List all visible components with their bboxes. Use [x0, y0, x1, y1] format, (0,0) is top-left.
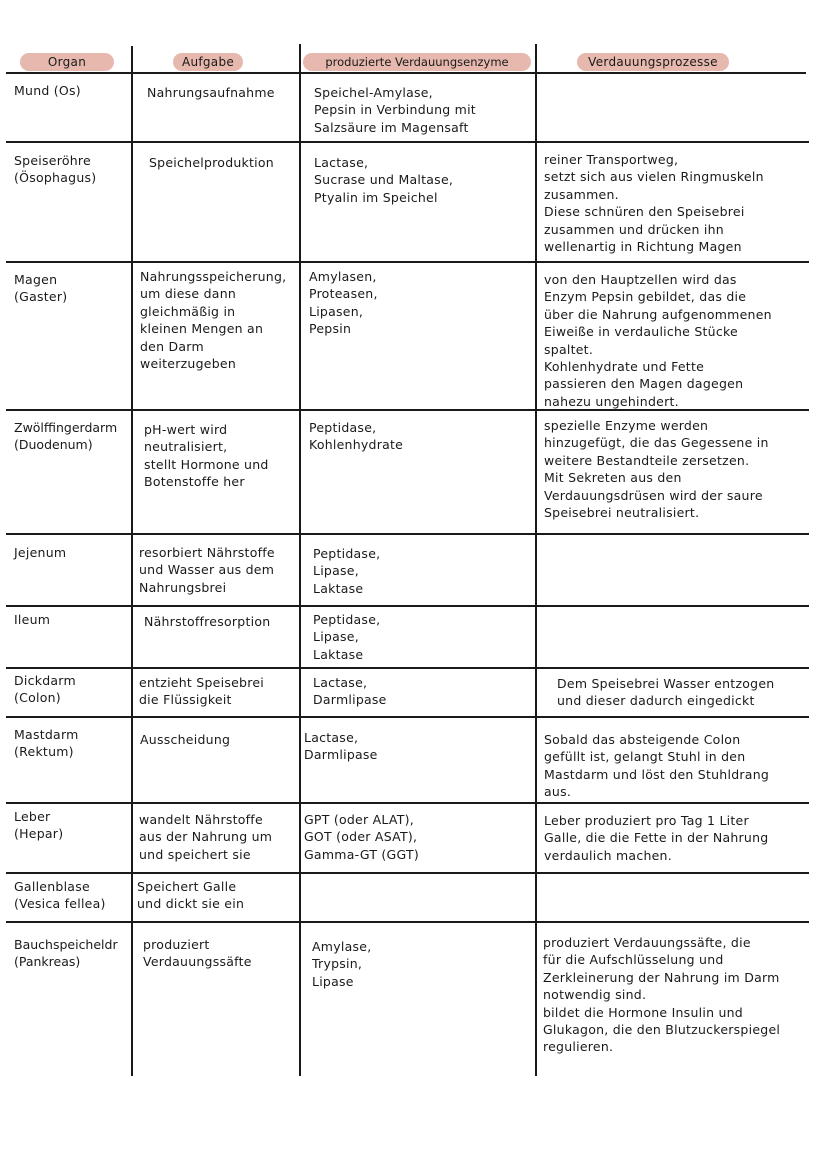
row-divider [6, 141, 809, 143]
cell-enzyme: Speichel-Amylase, Pepsin in Verbindung mit Salzsäure im Magensaft [314, 85, 476, 135]
cell-prozesse: Sobald das absteigende Colon gefüllt ist, gelangt Stuhl in den Mastdarm und löst den Stuhldrang aus. [544, 732, 770, 800]
cell-prozesse: Leber produziert pro Tag 1 Liter Galle, die die Fette in der Nahrung verdaulich machen. [544, 813, 769, 863]
cell-aufgabe: Speichert Galle und dickt sie ein [137, 879, 245, 912]
cell-aufgabe: resorbiert Nährstoffe und Wasser aus dem Nahrungsbrei [139, 545, 275, 595]
row-divider [6, 872, 809, 874]
cell-organ: Mund (Os) [14, 83, 81, 98]
cell-enzyme: Peptidase, Kohlenhydrate [309, 420, 404, 453]
cell-enzyme: Lactase, Darmlipase [304, 730, 378, 763]
cell-aufgabe: produziert Verdauungssäfte [143, 937, 252, 970]
cell-prozesse: von den Hauptzellen wird das Enzym Pepsin gebildet, das die über die Nahrung aufgenommenen Eiweiße in verdauliche Stücke spaltet. Kohlenhydrate und Fette passieren den Magen dagegen nahezu ungehindert. [544, 272, 772, 409]
row-divider [6, 921, 809, 923]
cell-enzyme: Amylasen, Proteasen, Lipasen, Pepsin [309, 269, 378, 337]
row-divider [6, 667, 809, 669]
cell-aufgabe: Nahrungsspeicherung, um diese dann gleichmäßig in kleinen Mengen an den Darm weiterzugeben [140, 269, 287, 372]
cell-aufgabe: Speichelproduktion [149, 155, 274, 170]
cell-organ: Magen (Gaster) [14, 272, 68, 305]
cell-organ: Dickdarm (Colon) [14, 673, 76, 706]
cell-organ: Jejenum [14, 545, 67, 560]
cell-prozesse: Dem Speisebrei Wasser entzogen und dieser dadurch eingedickt [557, 676, 775, 709]
cell-organ: Mastdarm (Rektum) [14, 727, 79, 760]
header-enzyme: produzierte Verdauungsenzyme [303, 53, 531, 71]
cell-prozesse: spezielle Enzyme werden hinzugefügt, die das Gegessene in weitere Bestandteile zersetzen. Mit Sekreten aus den Verdauungsdrüsen wird der saure Speisebrei neutralisiert. [544, 418, 769, 521]
cell-enzyme: Amylase, Trypsin, Lipase [312, 939, 372, 989]
cell-prozesse: produziert Verdauungssäfte, die für die Aufschlüsselung und Zerkleinerung der Nahrung im Darm notwendig sind. bildet die Hormone Insulin und Glukagon, die den Blutzuckerspiegel regulieren. [543, 935, 781, 1055]
cell-organ: Zwölffingerdarm (Duodenum) [14, 420, 118, 453]
cell-enzyme: Peptidase, Lipase, Laktase [313, 546, 381, 596]
cell-enzyme: Lactase, Darmlipase [313, 675, 387, 708]
cell-aufgabe: pH-wert wird neutralisiert, stellt Hormone und Botenstoffe her [144, 422, 269, 490]
cell-aufgabe: Nahrungsaufnahme [147, 85, 275, 100]
cell-organ: Leber (Hepar) [14, 809, 64, 842]
cell-enzyme: Peptidase, Lipase, Laktase [313, 612, 381, 662]
cell-organ: Gallenblase (Vesica fellea) [14, 879, 106, 912]
cell-prozesse: reiner Transportweg, setzt sich aus vielen Ringmuskeln zusammen. Diese schnüren den Speisebrei zusammen und drücken ihn wellenartig in Richtung Magen [544, 152, 764, 255]
cell-enzyme: GPT (oder ALAT), GOT (oder ASAT), Gamma-GT (GGT) [304, 812, 419, 862]
row-divider [6, 605, 809, 607]
cell-aufgabe: Ausscheidung [140, 732, 231, 747]
cell-organ: Bauchspeicheldr (Pankreas) [14, 937, 118, 970]
cell-organ: Speiseröhre (Ösophagus) [14, 153, 97, 186]
header-prozesse: Verdauungsprozesse [577, 53, 729, 71]
header-organ: Organ [20, 53, 114, 71]
cell-organ: Ileum [14, 612, 51, 627]
cell-enzyme: Lactase, Sucrase und Maltase, Ptyalin im Speichel [314, 155, 454, 205]
row-divider [6, 261, 809, 263]
header-aufgabe: Aufgabe [173, 53, 243, 71]
header-divider [6, 72, 806, 74]
row-divider [6, 716, 809, 718]
row-divider [6, 533, 809, 535]
cell-aufgabe: Nährstoffresorption [144, 614, 271, 629]
cell-aufgabe: entzieht Speisebrei die Flüssigkeit [139, 675, 264, 708]
row-divider [6, 802, 809, 804]
cell-aufgabe: wandelt Nährstoffe aus der Nahrung um und speichert sie [139, 812, 273, 862]
